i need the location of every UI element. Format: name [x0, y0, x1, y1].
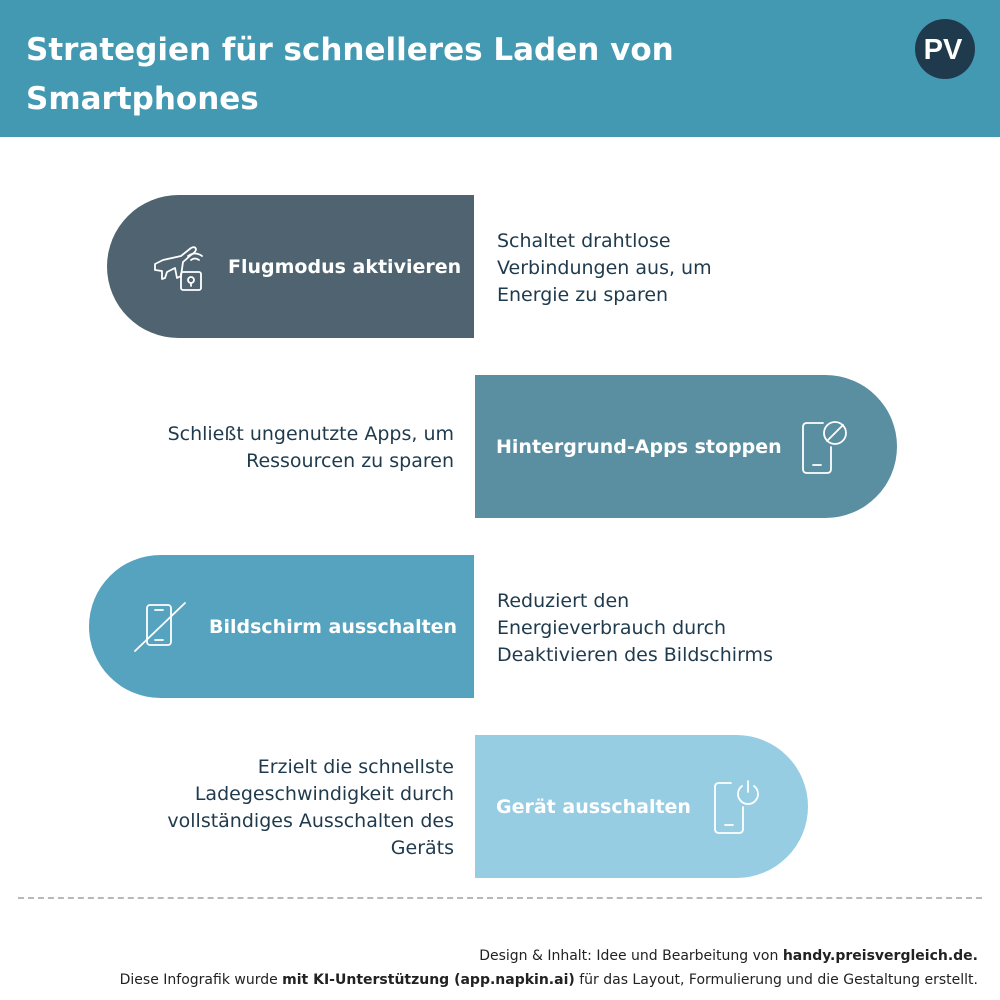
phone-blocked-icon: [797, 417, 853, 477]
description-line: Erzielt die schnellste: [257, 756, 454, 778]
footer-line-1: [18, 944, 978, 968]
strategy-description-bildschirm: [497, 588, 917, 669]
logo-text: PV: [923, 34, 963, 66]
description-line: Reduziert den: [497, 590, 630, 612]
strategy-label: Hintergrund-Apps stoppen: [496, 435, 782, 458]
description-line: Energieverbrauch durch: [497, 617, 727, 639]
description-line: Deaktivieren des Bildschirms: [497, 644, 773, 666]
strategy-card-hintergrund-apps: [475, 375, 897, 518]
strategy-description-geraet: [40, 754, 454, 862]
footer-text: Design & Inhalt: Idee und Bearbeitung von: [479, 948, 783, 964]
strategy-label: Flugmodus aktivieren: [228, 255, 462, 278]
strategy-card-flugmodus: [107, 195, 474, 338]
footer-credits: [18, 944, 978, 992]
header-banner: [0, 0, 1000, 137]
phone-screen-off-icon: [129, 597, 189, 657]
description-line: Verbindungen aus, um: [497, 257, 712, 279]
footer-text: für das Layout, Formulierung und die Gestaltung erstellt.: [574, 972, 978, 988]
description-line: Schaltet drahtlose: [497, 230, 671, 252]
dashed-divider: [18, 897, 982, 899]
strategy-label: Bildschirm ausschalten: [209, 615, 458, 638]
strategy-card-geraet: [475, 735, 808, 878]
strategy-label: Gerät ausschalten: [496, 795, 691, 818]
description-line: Schließt ungenutzte Apps, um: [167, 423, 454, 445]
description-line: Ladegeschwindigkeit durch: [194, 783, 454, 805]
footer-ai-credit: mit KI-Unterstützung (app.napkin.ai): [282, 972, 575, 988]
title-line-1: Strategien für schnelleres Laden von: [26, 32, 674, 68]
strategy-card-bildschirm: [89, 555, 474, 698]
description-line: Energie zu sparen: [497, 284, 669, 306]
description-line: Geräts: [390, 837, 454, 859]
page-title: [26, 26, 846, 124]
description-line: vollständiges Ausschalten des: [167, 810, 454, 832]
footer-site-name: handy.preisvergleich.de.: [782, 948, 978, 964]
airplane-lock-icon: [151, 240, 207, 296]
phone-power-icon: [709, 777, 765, 837]
pv-logo: [914, 18, 976, 80]
footer-text: Diese Infografik wurde: [119, 972, 283, 988]
footer-line-2: [18, 968, 978, 992]
strategy-description-flugmodus: [497, 228, 917, 309]
title-line-2: Smartphones: [26, 81, 259, 117]
strategy-description-hintergrund-apps: [40, 421, 454, 475]
description-line: Ressourcen zu sparen: [246, 450, 454, 472]
